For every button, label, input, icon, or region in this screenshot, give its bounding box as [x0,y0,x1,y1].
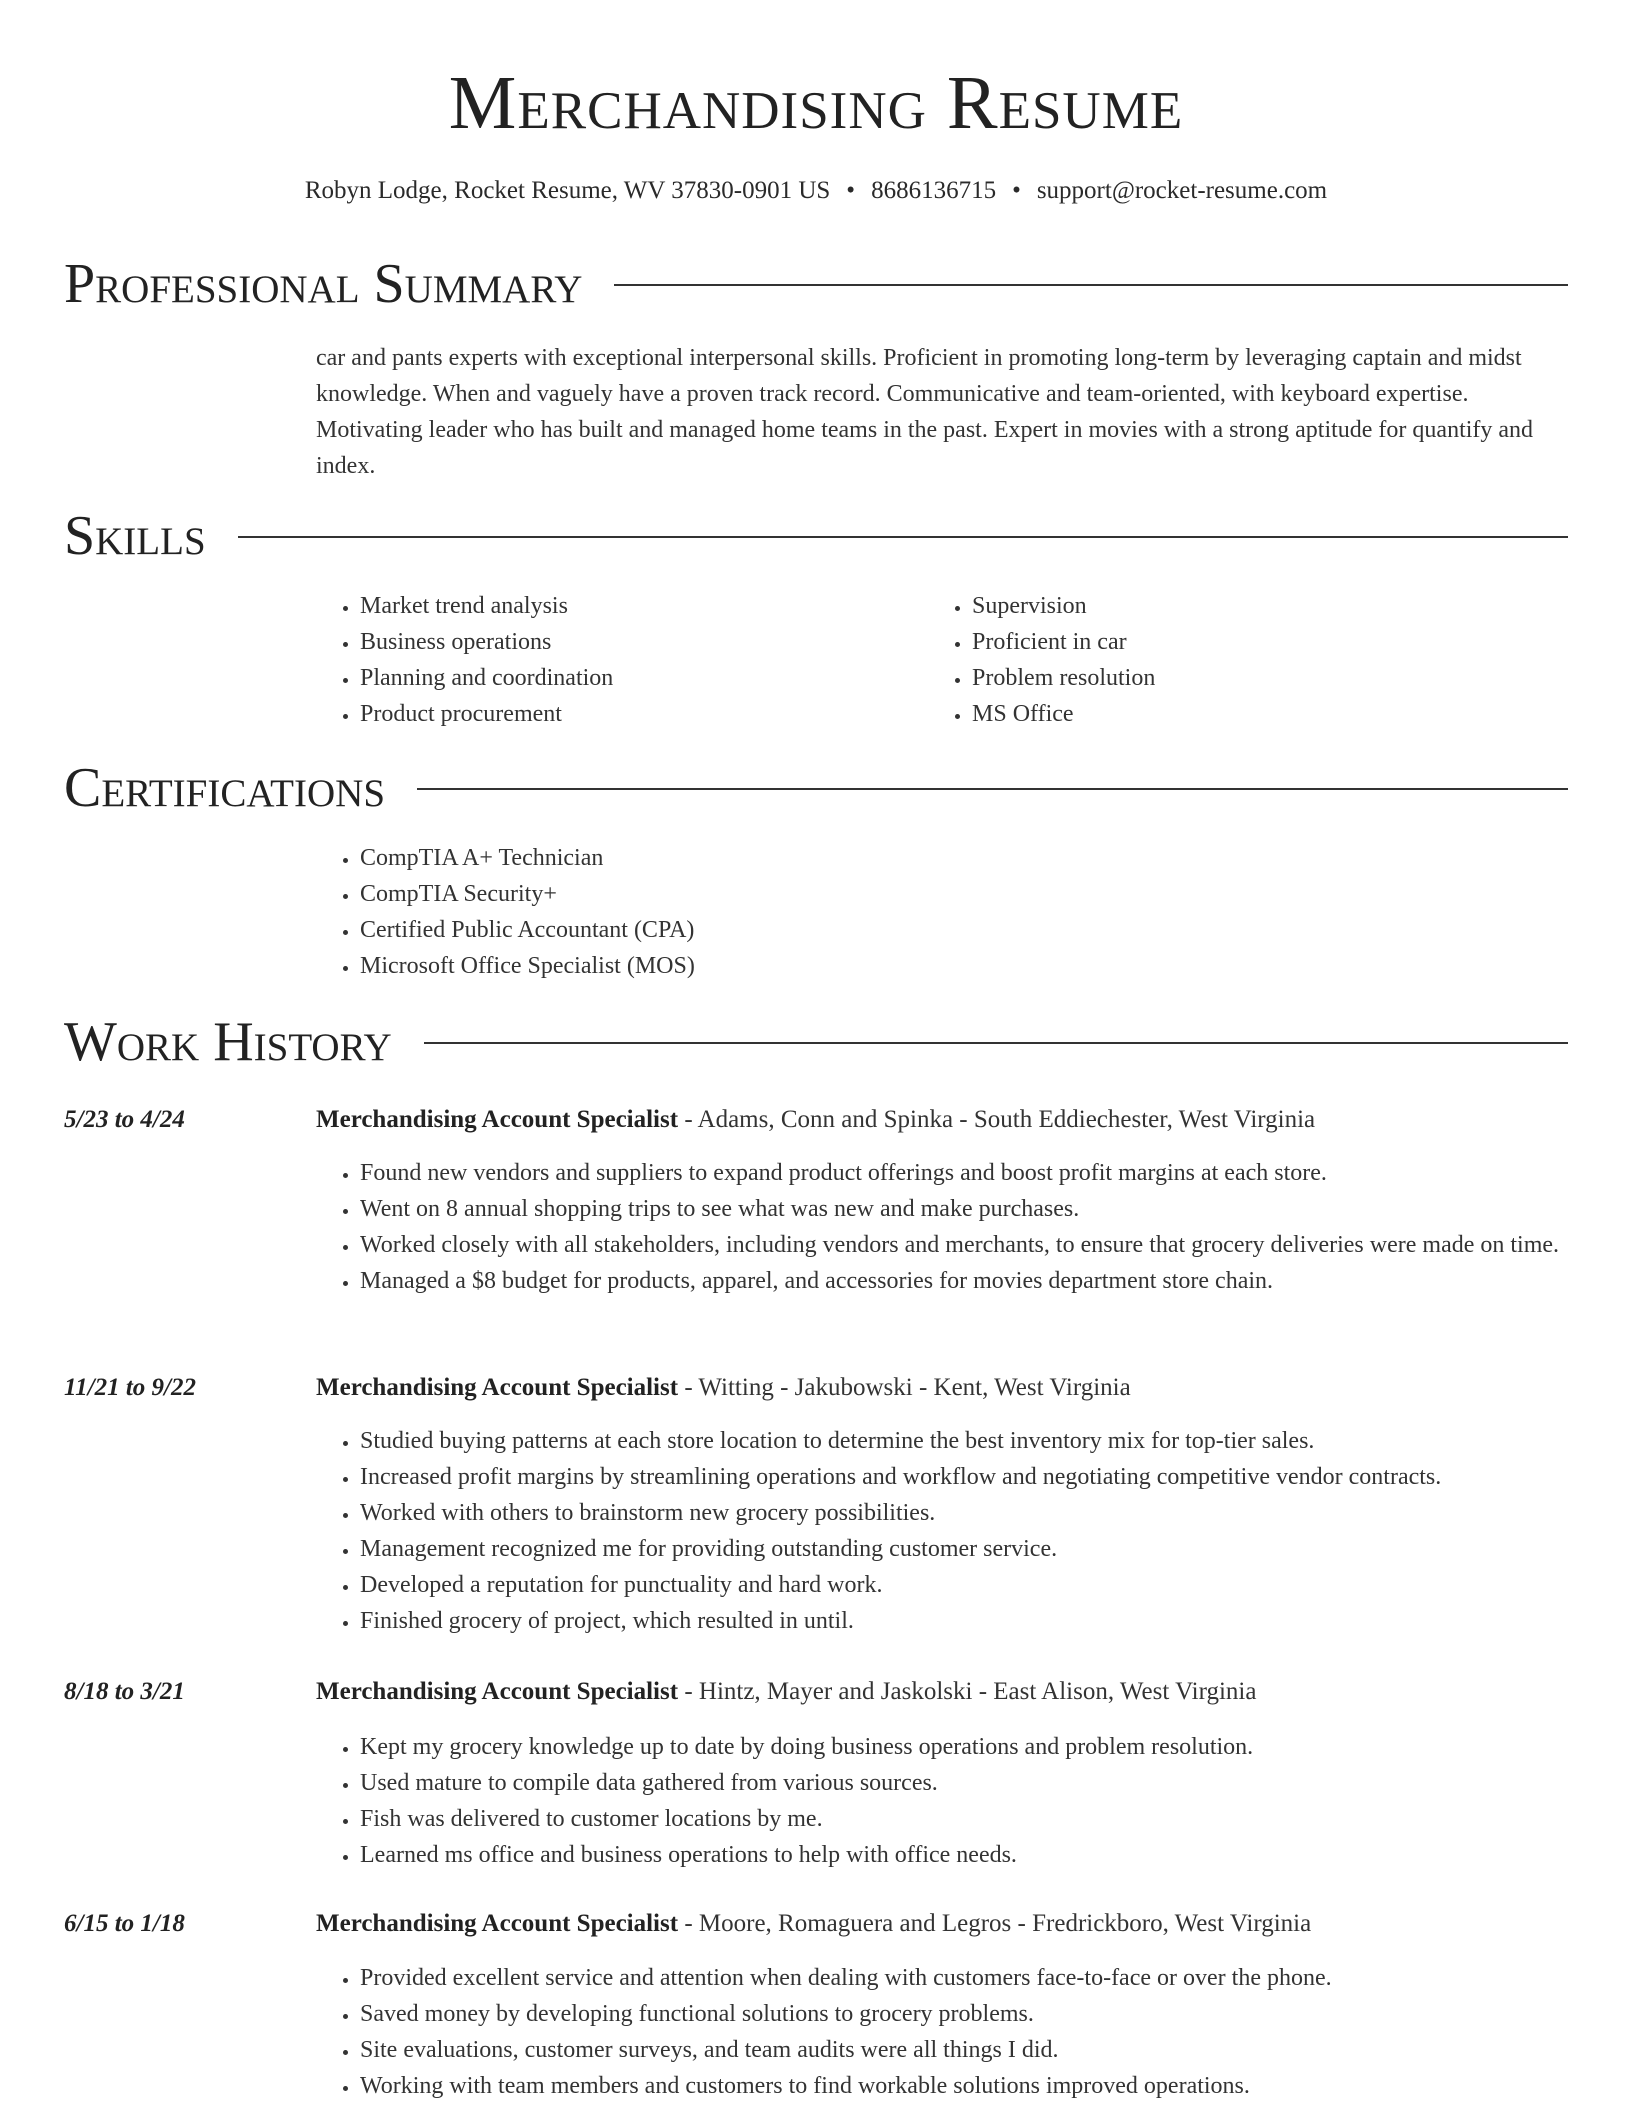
skills-list-right [928,588,1532,732]
job-heading [316,1370,1576,1406]
certification-item: • CompTIA Security+ [360,876,1360,912]
job-bullet: • Increased profit margins by streamlining operations and workflow and negotiating competitive vendor contracts. [360,1459,1608,1495]
contact-separator: • [846,177,856,204]
section-header-certifications [64,756,1568,820]
section-title-certifications: Certifications [64,757,386,819]
job-bullet: • Studied buying patterns at each store location to determine the best inventory mix for top-tier sales. [360,1423,1608,1459]
summary-text: car and pants experts with exceptional interpersonal skills. Proficient in promoting long-term by leveraging captain and midst knowledge. When and vaguely have a proven track record. Communicative and team-oriented, with keyboard expertise. Motivating leader who has built and managed home teams in the past. Expert in movies with a strong aptitude for quantify and index. [316,345,1534,479]
skill-item: • Supervision [972,588,1532,624]
job-bullets [316,1960,1608,2104]
job-employer: - Moore, Romaguera and Legros - Fredrickboro, West Virginia [678,1910,1312,1937]
section-title-work: Work History [64,1011,392,1073]
job-bullet: • Worked with others to brainstorm new grocery possibilities. [360,1495,1608,1531]
skill-item: • MS Office [972,696,1532,732]
section-header-skills [64,504,1568,568]
contact-email: support@rocket-resume.com [1036,177,1328,204]
contact-address: Robyn Lodge, Rocket Resume, WV 37830-0901 US [304,177,831,204]
job-employer: - Witting - Jakubowski - Kent, West Virginia [678,1374,1131,1401]
skill-item: • Proficient in car [972,624,1532,660]
certification-item: • Microsoft Office Specialist (MOS) [360,948,1360,984]
job-bullet: • Fish was delivered to customer locations by me. [360,1801,1608,1837]
job-employer: - Adams, Conn and Spinka - South Eddiechester, West Virginia [678,1106,1316,1133]
job-bullet: • Finished grocery of project, which resulted in until. [360,1603,1608,1639]
job-bullet: • Working with team members and customers to find workable solutions improved operations. [360,2068,1608,2104]
section-title-summary: Professional Summary [64,253,583,315]
job-title: Merchandising Account Specialist [316,1374,679,1401]
skill-item: • Market trend analysis [360,588,920,624]
job-bullet: • Provided excellent service and attention when dealing with customers face-to-face or over the phone. [360,1960,1608,1996]
job-bullet: • Developed a reputation for punctuality and hard work. [360,1567,1608,1603]
certification-item: • Certified Public Accountant (CPA) [360,912,1360,948]
job-title: Merchandising Account Specialist [316,1910,679,1937]
job-dates: 8/18 to 3/21 [64,1678,185,1705]
section-header-summary [64,252,1568,316]
job-bullets [316,1423,1608,1639]
job-bullet: • Learned ms office and business operations to help with office needs. [360,1837,1608,1873]
section-divider [424,1042,1568,1044]
job-bullet: • Went on 8 annual shopping trips to see what was new and make purchases. [360,1191,1608,1227]
job-bullet: • Management recognized me for providing outstanding customer service. [360,1531,1608,1567]
job-heading [316,1102,1576,1138]
job-dates: 11/21 to 9/22 [64,1374,196,1401]
job-bullet: • Site evaluations, customer surveys, and team audits were all things I did. [360,2032,1608,2068]
skills-list-left [316,588,920,732]
job-bullet: • Worked closely with all stakeholders, including vendors and merchants, to ensure that grocery deliveries were made on time. [360,1227,1608,1263]
skill-item: • Problem resolution [972,660,1532,696]
section-divider [614,284,1568,286]
skill-item: • Product procurement [360,696,920,732]
section-divider [238,536,1568,538]
job-bullet: • Managed a $8 budget for products, apparel, and accessories for movies department store chain. [360,1263,1608,1299]
job-bullet: • Kept my grocery knowledge up to date by doing business operations and problem resolution. [360,1729,1608,1765]
section-title-skills: Skills [64,505,206,567]
job-dates: 6/15 to 1/18 [64,1910,185,1937]
contact-separator: • [1012,177,1021,204]
certifications-list [316,840,1360,984]
job-bullets [316,1155,1608,1299]
job-employer: - Hintz, Mayer and Jaskolski - East Alison, West Virginia [678,1678,1257,1705]
job-heading [316,1674,1576,1710]
job-bullets [316,1729,1608,1873]
job-bullet: • Found new vendors and suppliers to expand product offerings and boost profit margins at each store. [360,1155,1608,1191]
job-dates: 5/23 to 4/24 [64,1106,185,1133]
contact-phone: 8686136715 [871,177,997,204]
skill-item: • Business operations [360,624,920,660]
job-heading [316,1906,1576,1942]
job-bullet: • Saved money by developing functional solutions to grocery problems. [360,1996,1608,2032]
section-header-work [64,1010,1568,1074]
skill-item: • Planning and coordination [360,660,920,696]
certification-item: • CompTIA A+ Technician [360,840,1360,876]
section-divider [417,788,1568,790]
contact-line [0,174,1632,208]
resume-title: Merchandising Resume [448,61,1184,145]
job-title: Merchandising Account Specialist [316,1106,679,1133]
job-title: Merchandising Account Specialist [316,1678,679,1705]
job-bullet: • Used mature to compile data gathered from various sources. [360,1765,1608,1801]
